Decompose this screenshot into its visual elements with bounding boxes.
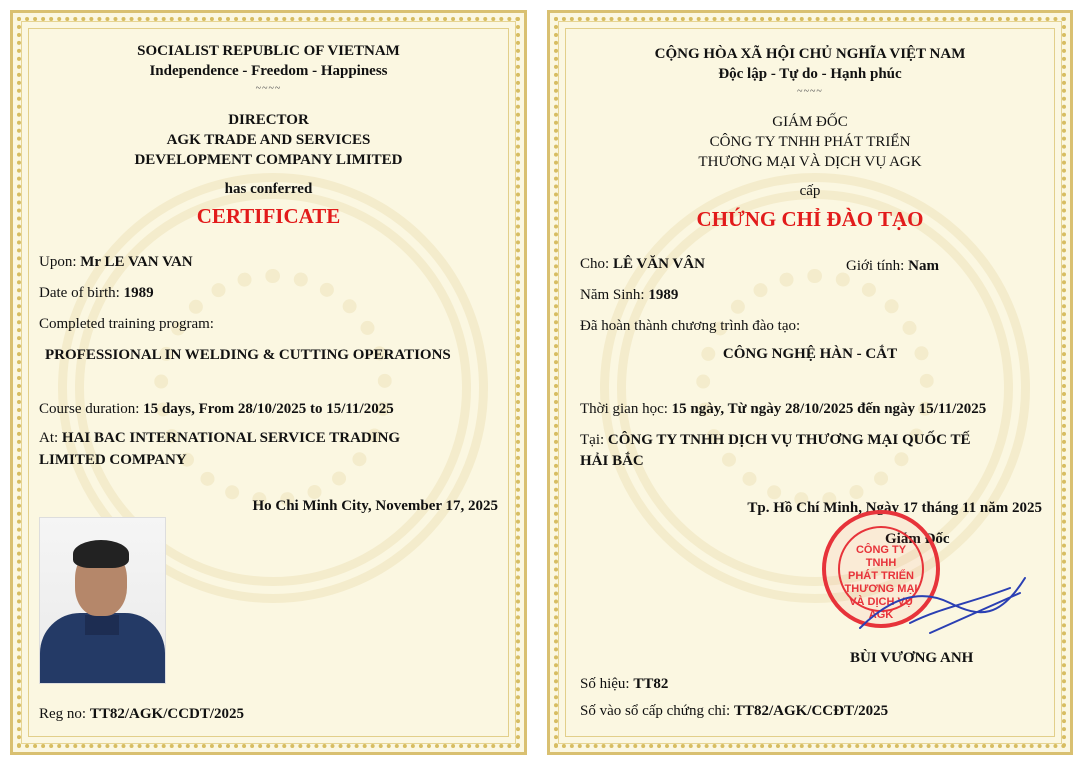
time-row [580, 399, 986, 419]
recipient-row [580, 254, 705, 274]
cert-no-row [580, 701, 888, 721]
certificate-title: CERTIFICATE [196, 204, 341, 228]
company-name-line2: DEVELOPMENT COMPANY LIMITED [134, 152, 403, 168]
duration-row [39, 399, 394, 419]
code-label: Số hiệu: [580, 676, 630, 692]
duration-label: Course duration: [39, 401, 140, 417]
signature [850, 558, 1040, 648]
gender-row [846, 256, 939, 276]
birth-label: Năm Sinh: [580, 287, 645, 303]
ornament-divider: ~~~~ [797, 86, 823, 97]
reg-value: TT82/AGK/CCDT/2025 [89, 706, 245, 722]
company-name-line1: CÔNG TY TNHH PHÁT TRIỂN [709, 134, 911, 150]
recipient-photo [39, 517, 166, 684]
recipient-label: Cho: [580, 256, 610, 272]
director-label: DIRECTOR [228, 112, 309, 128]
code-value: TT82 [633, 676, 669, 692]
signer-name: BÙI VƯƠNG ANH [850, 650, 974, 666]
seal-text: CÔNG TY TNHH PHÁT TRIỂN THƯƠNG MẠI VÀ DỊCH VỤ AGK [844, 544, 918, 621]
photo-collar [85, 615, 119, 635]
reg-label: Reg no: [39, 706, 87, 722]
conferred-text: has conferred [224, 181, 313, 197]
upon-label: Upon: [39, 254, 77, 270]
company-name-line2: THƯƠNG MẠI VÀ DỊCH VỤ AGK [698, 154, 922, 170]
place-date: Tp. Hồ Chí Minh, Ngày 17 tháng 11 năm 2025 [747, 500, 1042, 516]
national-motto: Độc lập - Tự do - Hạnh phúc [718, 66, 902, 82]
duration-value: 15 days, From 28/10/2025 to 15/11/2025 [143, 401, 394, 417]
birth-row [580, 285, 678, 305]
location-value-line2: LIMITED COMPANY [39, 452, 187, 468]
cert-no-label: Số vào sổ cấp chứng chỉ: [580, 703, 731, 719]
location-row [39, 428, 400, 448]
cert-no-value: TT82/AGK/CCĐT/2025 [733, 703, 889, 719]
gender-value: Nam [908, 258, 939, 274]
location-label: Tại: [580, 432, 605, 448]
certificate-english [10, 10, 527, 755]
program-label: Completed training program: [39, 316, 214, 332]
recipient-name: Mr LE VAN VAN [80, 254, 193, 270]
gender-label: Giới tính: [846, 258, 905, 274]
program-value: CÔNG NGHỆ HÀN - CẮT [722, 346, 898, 362]
program-value: PROFESSIONAL IN WELDING & CUTTING OPERATIONS [45, 347, 451, 363]
watermark-drum-emblem [600, 173, 1030, 603]
code-row [580, 674, 668, 694]
national-header: CỘNG HÒA XÃ HỘI CHỦ NGHĨA VIỆT NAM [654, 46, 966, 62]
time-label: Thời gian học: [580, 401, 668, 417]
location-value-line1: CÔNG TY TNHH DỊCH VỤ THƯƠNG MẠI QUỐC TẾ [607, 432, 971, 448]
location-row [580, 430, 970, 450]
national-header: SOCIALIST REPUBLIC OF VIETNAM [137, 43, 400, 59]
location-value-line2: HẢI BẮC [580, 453, 644, 469]
recipient-name: LÊ VĂN VÂN [612, 256, 705, 272]
upon-row [39, 252, 193, 272]
director-label: GIÁM ĐỐC [772, 114, 848, 130]
national-motto: Independence - Freedom - Happiness [149, 63, 388, 79]
certificate-vietnamese [547, 10, 1073, 755]
company-name-line1: AGK TRADE AND SERVICES [166, 132, 371, 148]
ornament-divider: ~~~~ [255, 83, 282, 94]
location-value-line1: HAI BAC INTERNATIONAL SERVICE TRADING [61, 430, 401, 446]
certificate-title: CHỨNG CHỈ ĐÀO TẠO [696, 207, 924, 231]
grant-text: cấp [799, 183, 821, 199]
completed-label: Đã hoàn thành chương trình đào tạo: [580, 318, 801, 334]
location-label: At: [39, 430, 59, 446]
photo-hair [73, 540, 129, 568]
time-value: 15 ngày, Từ ngày 28/10/2025 đến ngày 15/11/2025 [671, 401, 987, 417]
birth-value: 1989 [648, 287, 679, 303]
dob-row [39, 283, 154, 303]
reg-row [39, 704, 244, 724]
dob-value: 1989 [123, 285, 154, 301]
signer-title: Giám Đốc [885, 531, 950, 547]
place-date: Ho Chi Minh City, November 17, 2025 [252, 498, 498, 514]
dob-label: Date of birth: [39, 285, 120, 301]
